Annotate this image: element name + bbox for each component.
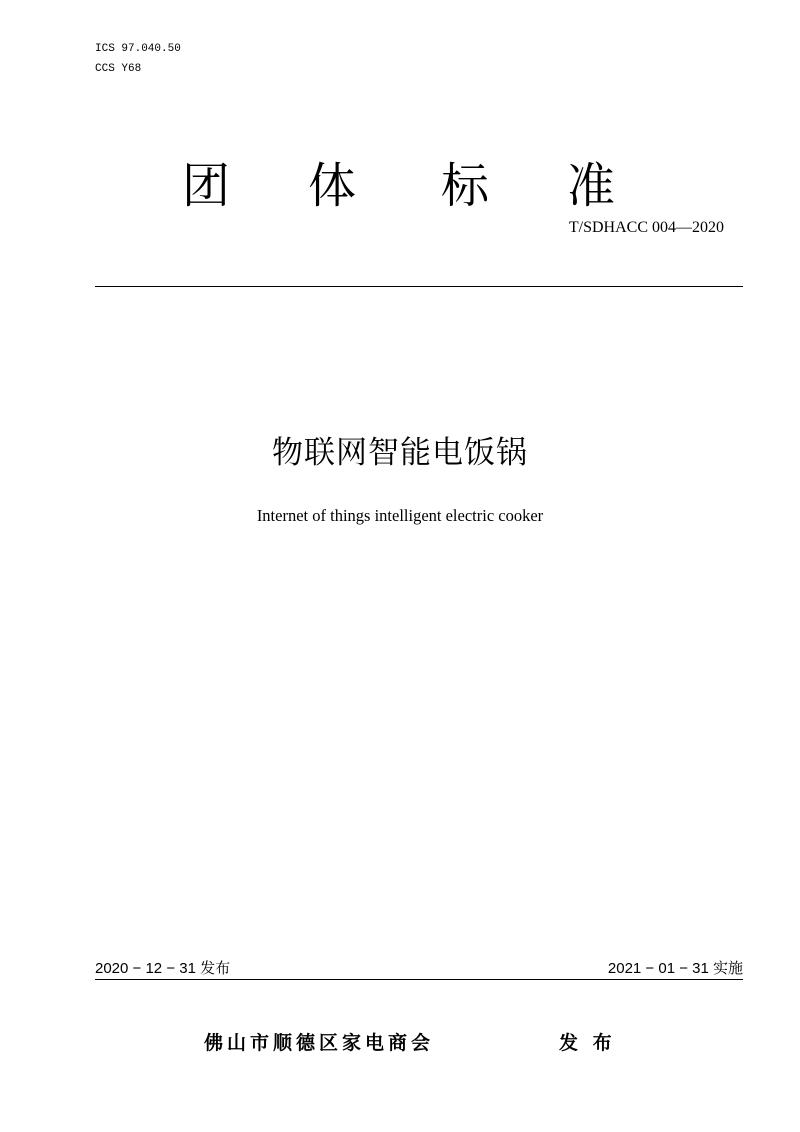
header-divider (95, 286, 743, 287)
standard-type-char: 标 (440, 158, 489, 214)
document-title-english: Internet of things intelligent electric cooker (256, 506, 544, 525)
ics-code: ICS 97.040.50 (95, 43, 181, 55)
publisher-name: 佛山市顺德区家电商会 (204, 1032, 435, 1054)
implementation-date: 2021 − 01 − 31 实施 (607, 960, 743, 977)
standard-number: T/SDHACC 004—2020 (568, 219, 724, 236)
issue-date: 2020 − 12 − 31 发布 (95, 960, 231, 977)
standard-type-char: 体 (307, 158, 356, 214)
publish-label: 发 布 (559, 1032, 616, 1054)
standard-type-char: 团 (181, 158, 230, 214)
ccs-code: CCS Y68 (95, 63, 142, 75)
standard-type-char: 准 (566, 158, 615, 214)
date-divider (95, 979, 743, 980)
document-title-chinese: 物联网智能电饭锅 (272, 435, 528, 471)
